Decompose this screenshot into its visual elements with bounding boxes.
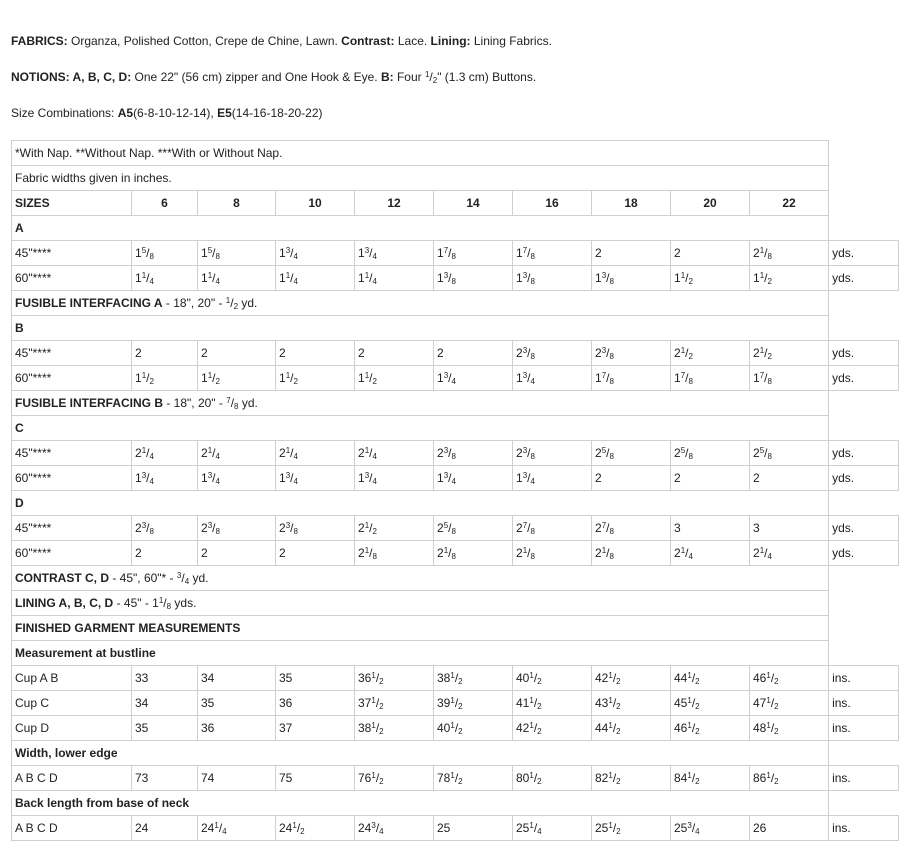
section-header (12, 416, 829, 441)
value-cell: $1^3/_4$ (355, 466, 434, 491)
intro-text-segment: Four $^1/_2$" (1.3 cm) Buttons. (393, 70, 537, 85)
value-cell: $38^1/_2$ (355, 716, 434, 741)
unit-cell: yds. (829, 541, 899, 566)
value-cell: $1^1/_4$ (132, 266, 198, 291)
value-cell: 75 (276, 766, 355, 791)
value-cell: 2 (592, 466, 671, 491)
value-cell: $41^1/_2$ (513, 691, 592, 716)
value-cell: 35 (276, 666, 355, 691)
value-cell: 35 (198, 691, 276, 716)
value-cell: $2^1/_4$ (355, 441, 434, 466)
value-cell: 2 (355, 341, 434, 366)
value-cell: $1^3/_4$ (513, 366, 592, 391)
value-cell: $2^1/_4$ (750, 541, 829, 566)
intro-text-segment: Lace. (394, 34, 431, 48)
row-label: Measurement at bustline (15, 646, 156, 660)
value-cell: 36 (198, 716, 276, 741)
value-cell: $1^1/_4$ (355, 266, 434, 291)
section-header (12, 566, 829, 591)
value-cell: $2^3/_8$ (513, 441, 592, 466)
value-cell: $1^3/_4$ (434, 466, 513, 491)
unit-cell: ins. (829, 766, 899, 791)
row-label: FUSIBLE INTERFACING A (15, 296, 163, 310)
intro-text-segment: Size Combinations: (11, 106, 118, 120)
empty-cell (829, 291, 899, 316)
section-header (12, 591, 829, 616)
row-label: Cup D (12, 716, 132, 741)
unit-cell: ins. (829, 666, 899, 691)
value-cell: $2^1/_4$ (198, 441, 276, 466)
value-cell: $43^1/_2$ (592, 691, 671, 716)
empty-cell (829, 416, 899, 441)
value-cell: 74 (198, 766, 276, 791)
value-cell: $42^1/_2$ (513, 716, 592, 741)
value-cell: 37 (276, 716, 355, 741)
empty-cell (829, 141, 899, 166)
section-header-row (12, 791, 899, 816)
size-header-cell: 18 (592, 191, 671, 216)
intro-text-segment: E5 (217, 106, 232, 120)
value-cell: $37^1/_2$ (355, 691, 434, 716)
row-label: 60"**** (12, 541, 132, 566)
value-cell: $45^1/_2$ (671, 691, 750, 716)
value-cell: $25^3/_4$ (671, 816, 750, 841)
value-cell: $24^1/_4$ (198, 816, 276, 841)
value-cell: $1^5/_8$ (198, 241, 276, 266)
value-cell: 34 (132, 691, 198, 716)
data-row (12, 766, 899, 791)
intro-text-segment: (14-16-18-20-22) (231, 106, 323, 120)
value-cell: $1^1/_2$ (276, 366, 355, 391)
row-label-detail: - 18", 20" - $^1/_2$ yd. (162, 296, 258, 311)
empty-cell (829, 591, 899, 616)
row-label-detail: - 45" - $1^1/_8$ yds. (113, 596, 197, 611)
value-cell: $2^1/_8$ (434, 541, 513, 566)
empty-cell (829, 616, 899, 641)
section-header-row (12, 741, 899, 766)
value-cell: $1^3/_8$ (592, 266, 671, 291)
section-header (12, 641, 829, 666)
value-cell: $1^3/_4$ (276, 241, 355, 266)
value-cell: $2^1/_8$ (592, 541, 671, 566)
value-cell: $2^5/_8$ (671, 441, 750, 466)
value-cell: $1^1/_4$ (198, 266, 276, 291)
value-cell: 36 (276, 691, 355, 716)
row-label: B (15, 321, 24, 335)
value-cell: 73 (132, 766, 198, 791)
size-header-cell: 14 (434, 191, 513, 216)
empty-cell (829, 791, 899, 816)
intro-text-segment: Organza, Polished Cotton, Crepe de Chine, Lawn. (67, 34, 342, 48)
value-cell: 2 (276, 541, 355, 566)
value-cell: $2^5/_8$ (434, 516, 513, 541)
value-cell: $24^1/_2$ (276, 816, 355, 841)
row-label: Back length from base of neck (15, 796, 190, 810)
empty-cell (829, 491, 899, 516)
value-cell: $1^3/_4$ (434, 366, 513, 391)
section-header (12, 291, 829, 316)
value-cell: $2^3/_8$ (434, 441, 513, 466)
value-cell: $38^1/_2$ (434, 666, 513, 691)
value-cell: $47^1/_2$ (750, 691, 829, 716)
notions-line (11, 70, 536, 84)
row-label: Cup C (12, 691, 132, 716)
intro-text-segment: FABRICS: (11, 34, 68, 48)
size-header-cell: 22 (750, 191, 829, 216)
row-label: 60"**** (12, 366, 132, 391)
value-cell: $1^3/_8$ (434, 266, 513, 291)
value-cell: $2^1/_2$ (355, 516, 434, 541)
section-header (12, 216, 829, 241)
note-row (12, 166, 899, 191)
section-header (12, 791, 829, 816)
intro-text-segment: Contrast: (341, 34, 395, 48)
value-cell: $1^7/_8$ (434, 241, 513, 266)
section-header-row (12, 316, 899, 341)
data-row (12, 666, 899, 691)
row-label: 45"**** (12, 341, 132, 366)
value-cell: $2^1/_2$ (750, 341, 829, 366)
intro-text-segment: NOTIONS: A, B, C, D: (11, 70, 132, 84)
value-cell: $2^5/_8$ (750, 441, 829, 466)
size-header-cell: 16 (513, 191, 592, 216)
section-header (12, 616, 829, 641)
value-cell: 33 (132, 666, 198, 691)
value-cell: $86^1/_2$ (750, 766, 829, 791)
value-cell: $76^1/_2$ (355, 766, 434, 791)
unit-cell: yds. (829, 516, 899, 541)
section-header-row (12, 566, 899, 591)
empty-cell (829, 391, 899, 416)
row-label: C (15, 421, 24, 435)
unit-cell: ins. (829, 691, 899, 716)
value-cell: $2^3/_8$ (513, 341, 592, 366)
section-header-row (12, 216, 899, 241)
value-cell: $1^7/_8$ (750, 366, 829, 391)
section-header-row (12, 391, 899, 416)
value-cell: 2 (434, 341, 513, 366)
row-label: 45"**** (12, 241, 132, 266)
empty-cell (829, 166, 899, 191)
size-header-cell: 20 (671, 191, 750, 216)
row-label: D (15, 496, 24, 510)
row-label: A B C D (12, 766, 132, 791)
value-cell: $46^1/_2$ (671, 716, 750, 741)
value-cell: $44^1/_2$ (671, 666, 750, 691)
row-label: Width, lower edge (15, 746, 118, 760)
value-cell: $46^1/_2$ (750, 666, 829, 691)
section-header-row (12, 641, 899, 666)
empty-cell (829, 741, 899, 766)
value-cell: $1^7/_8$ (671, 366, 750, 391)
empty-cell (829, 216, 899, 241)
intro-text-segment: One 22" (56 cm) zipper and One Hook & Eye. (131, 70, 381, 84)
value-cell: $42^1/_2$ (592, 666, 671, 691)
value-cell: $1^1/_2$ (355, 366, 434, 391)
sizes-header-row (12, 191, 899, 216)
data-row (12, 516, 899, 541)
yardage-table (11, 140, 899, 841)
data-row (12, 266, 899, 291)
empty-cell (829, 566, 899, 591)
row-label: 45"**** (12, 516, 132, 541)
value-cell: $1^1/_2$ (671, 266, 750, 291)
value-cell: $25^1/_2$ (592, 816, 671, 841)
size-combinations-line (11, 106, 323, 120)
section-header-row (12, 291, 899, 316)
row-label: 60"**** (12, 466, 132, 491)
row-label: Cup A B (12, 666, 132, 691)
value-cell: $1^1/_2$ (132, 366, 198, 391)
size-header-cell: 12 (355, 191, 434, 216)
value-cell: 2 (671, 241, 750, 266)
section-header-row (12, 616, 899, 641)
value-cell: $48^1/_2$ (750, 716, 829, 741)
intro-text-segment: A5 (117, 106, 134, 120)
unit-cell: ins. (829, 716, 899, 741)
value-cell: 26 (750, 816, 829, 841)
data-row (12, 466, 899, 491)
value-cell: $1^3/_4$ (276, 466, 355, 491)
value-cell: $1^5/_8$ (132, 241, 198, 266)
value-cell: $2^7/_8$ (592, 516, 671, 541)
section-header-row (12, 591, 899, 616)
value-cell: $2^1/_4$ (671, 541, 750, 566)
value-cell: $24^3/_4$ (355, 816, 434, 841)
value-cell: $2^1/_2$ (671, 341, 750, 366)
unit-cell: yds. (829, 366, 899, 391)
row-label: SIZES (12, 191, 132, 216)
note-text (12, 166, 829, 191)
value-cell: 3 (671, 516, 750, 541)
section-header (12, 491, 829, 516)
data-row (12, 366, 899, 391)
row-label-detail: - 18", 20" - $^7/_8$ yd. (163, 396, 258, 411)
size-header-cell: 8 (198, 191, 276, 216)
value-cell: $1^3/_4$ (513, 466, 592, 491)
data-row (12, 691, 899, 716)
value-cell: $1^1/_4$ (276, 266, 355, 291)
value-cell: $39^1/_2$ (434, 691, 513, 716)
value-cell: 2 (750, 466, 829, 491)
row-label: *With Nap. **Without Nap. ***With or Without Nap. (15, 146, 283, 160)
size-header-cell: 6 (132, 191, 198, 216)
row-label: 60"**** (12, 266, 132, 291)
value-cell: 2 (132, 541, 198, 566)
intro-text-segment: (6-8-10-12-14), (133, 106, 218, 120)
value-cell: $2^5/_8$ (592, 441, 671, 466)
value-cell: 25 (434, 816, 513, 841)
fabrics-line (11, 34, 552, 48)
value-cell: 34 (198, 666, 276, 691)
value-cell: $2^3/_8$ (592, 341, 671, 366)
row-label-detail: - 45", 60"* - $^3/_4$ yd. (109, 571, 209, 586)
value-cell: 2 (198, 341, 276, 366)
value-cell: $78^1/_2$ (434, 766, 513, 791)
value-cell: $1^1/_2$ (750, 266, 829, 291)
value-cell: 2 (671, 466, 750, 491)
unit-cell: yds. (829, 341, 899, 366)
unit-cell: yds. (829, 441, 899, 466)
value-cell: $2^1/_8$ (750, 241, 829, 266)
value-cell: $1^7/_8$ (513, 241, 592, 266)
value-cell: $2^1/_4$ (132, 441, 198, 466)
note-row (12, 141, 899, 166)
unit-cell: ins. (829, 816, 899, 841)
value-cell: $2^1/_8$ (513, 541, 592, 566)
empty-cell (829, 191, 899, 216)
value-cell: 2 (198, 541, 276, 566)
value-cell: $40^1/_2$ (434, 716, 513, 741)
row-label: A B C D (12, 816, 132, 841)
value-cell: 2 (592, 241, 671, 266)
intro-text-segment: Lining Fabrics. (470, 34, 552, 48)
unit-cell: yds. (829, 466, 899, 491)
unit-cell: yds. (829, 266, 899, 291)
row-label: FUSIBLE INTERFACING B (15, 396, 164, 410)
section-header (12, 391, 829, 416)
value-cell: $2^3/_8$ (132, 516, 198, 541)
data-row (12, 816, 899, 841)
section-header-row (12, 491, 899, 516)
note-text (12, 141, 829, 166)
value-cell: 2 (276, 341, 355, 366)
section-header (12, 741, 829, 766)
row-label: 45"**** (12, 441, 132, 466)
data-row (12, 241, 899, 266)
row-label: A (15, 221, 24, 235)
unit-cell: yds. (829, 241, 899, 266)
data-row (12, 716, 899, 741)
value-cell: $36^1/_2$ (355, 666, 434, 691)
size-header-cell: 10 (276, 191, 355, 216)
intro-text-segment: B: (380, 70, 394, 84)
empty-cell (829, 641, 899, 666)
value-cell: $40^1/_2$ (513, 666, 592, 691)
row-label: CONTRAST C, D (15, 571, 109, 585)
value-cell: $1^3/_4$ (132, 466, 198, 491)
value-cell: 3 (750, 516, 829, 541)
intro-text-segment: Lining: (430, 34, 471, 48)
value-cell: 24 (132, 816, 198, 841)
value-cell: $1^3/_4$ (355, 241, 434, 266)
data-row (12, 541, 899, 566)
value-cell: 2 (132, 341, 198, 366)
value-cell: $25^1/_4$ (513, 816, 592, 841)
row-label: Fabric widths given in inches. (15, 171, 172, 185)
value-cell: $1^1/_2$ (198, 366, 276, 391)
value-cell: $1^7/_8$ (592, 366, 671, 391)
value-cell: $2^1/_4$ (276, 441, 355, 466)
value-cell: $2^7/_8$ (513, 516, 592, 541)
empty-cell (829, 316, 899, 341)
value-cell: $2^3/_8$ (198, 516, 276, 541)
value-cell: $80^1/_2$ (513, 766, 592, 791)
section-header-row (12, 416, 899, 441)
value-cell: 35 (132, 716, 198, 741)
value-cell: $2^1/_8$ (355, 541, 434, 566)
value-cell: $44^1/_2$ (592, 716, 671, 741)
row-label: FINISHED GARMENT MEASUREMENTS (15, 621, 241, 635)
value-cell: $2^3/_8$ (276, 516, 355, 541)
value-cell: $1^3/_8$ (513, 266, 592, 291)
value-cell: $1^3/_4$ (198, 466, 276, 491)
value-cell: $82^1/_2$ (592, 766, 671, 791)
section-header (12, 316, 829, 341)
row-label: LINING A, B, C, D (15, 596, 114, 610)
data-row (12, 341, 899, 366)
value-cell: $84^1/_2$ (671, 766, 750, 791)
data-row (12, 441, 899, 466)
